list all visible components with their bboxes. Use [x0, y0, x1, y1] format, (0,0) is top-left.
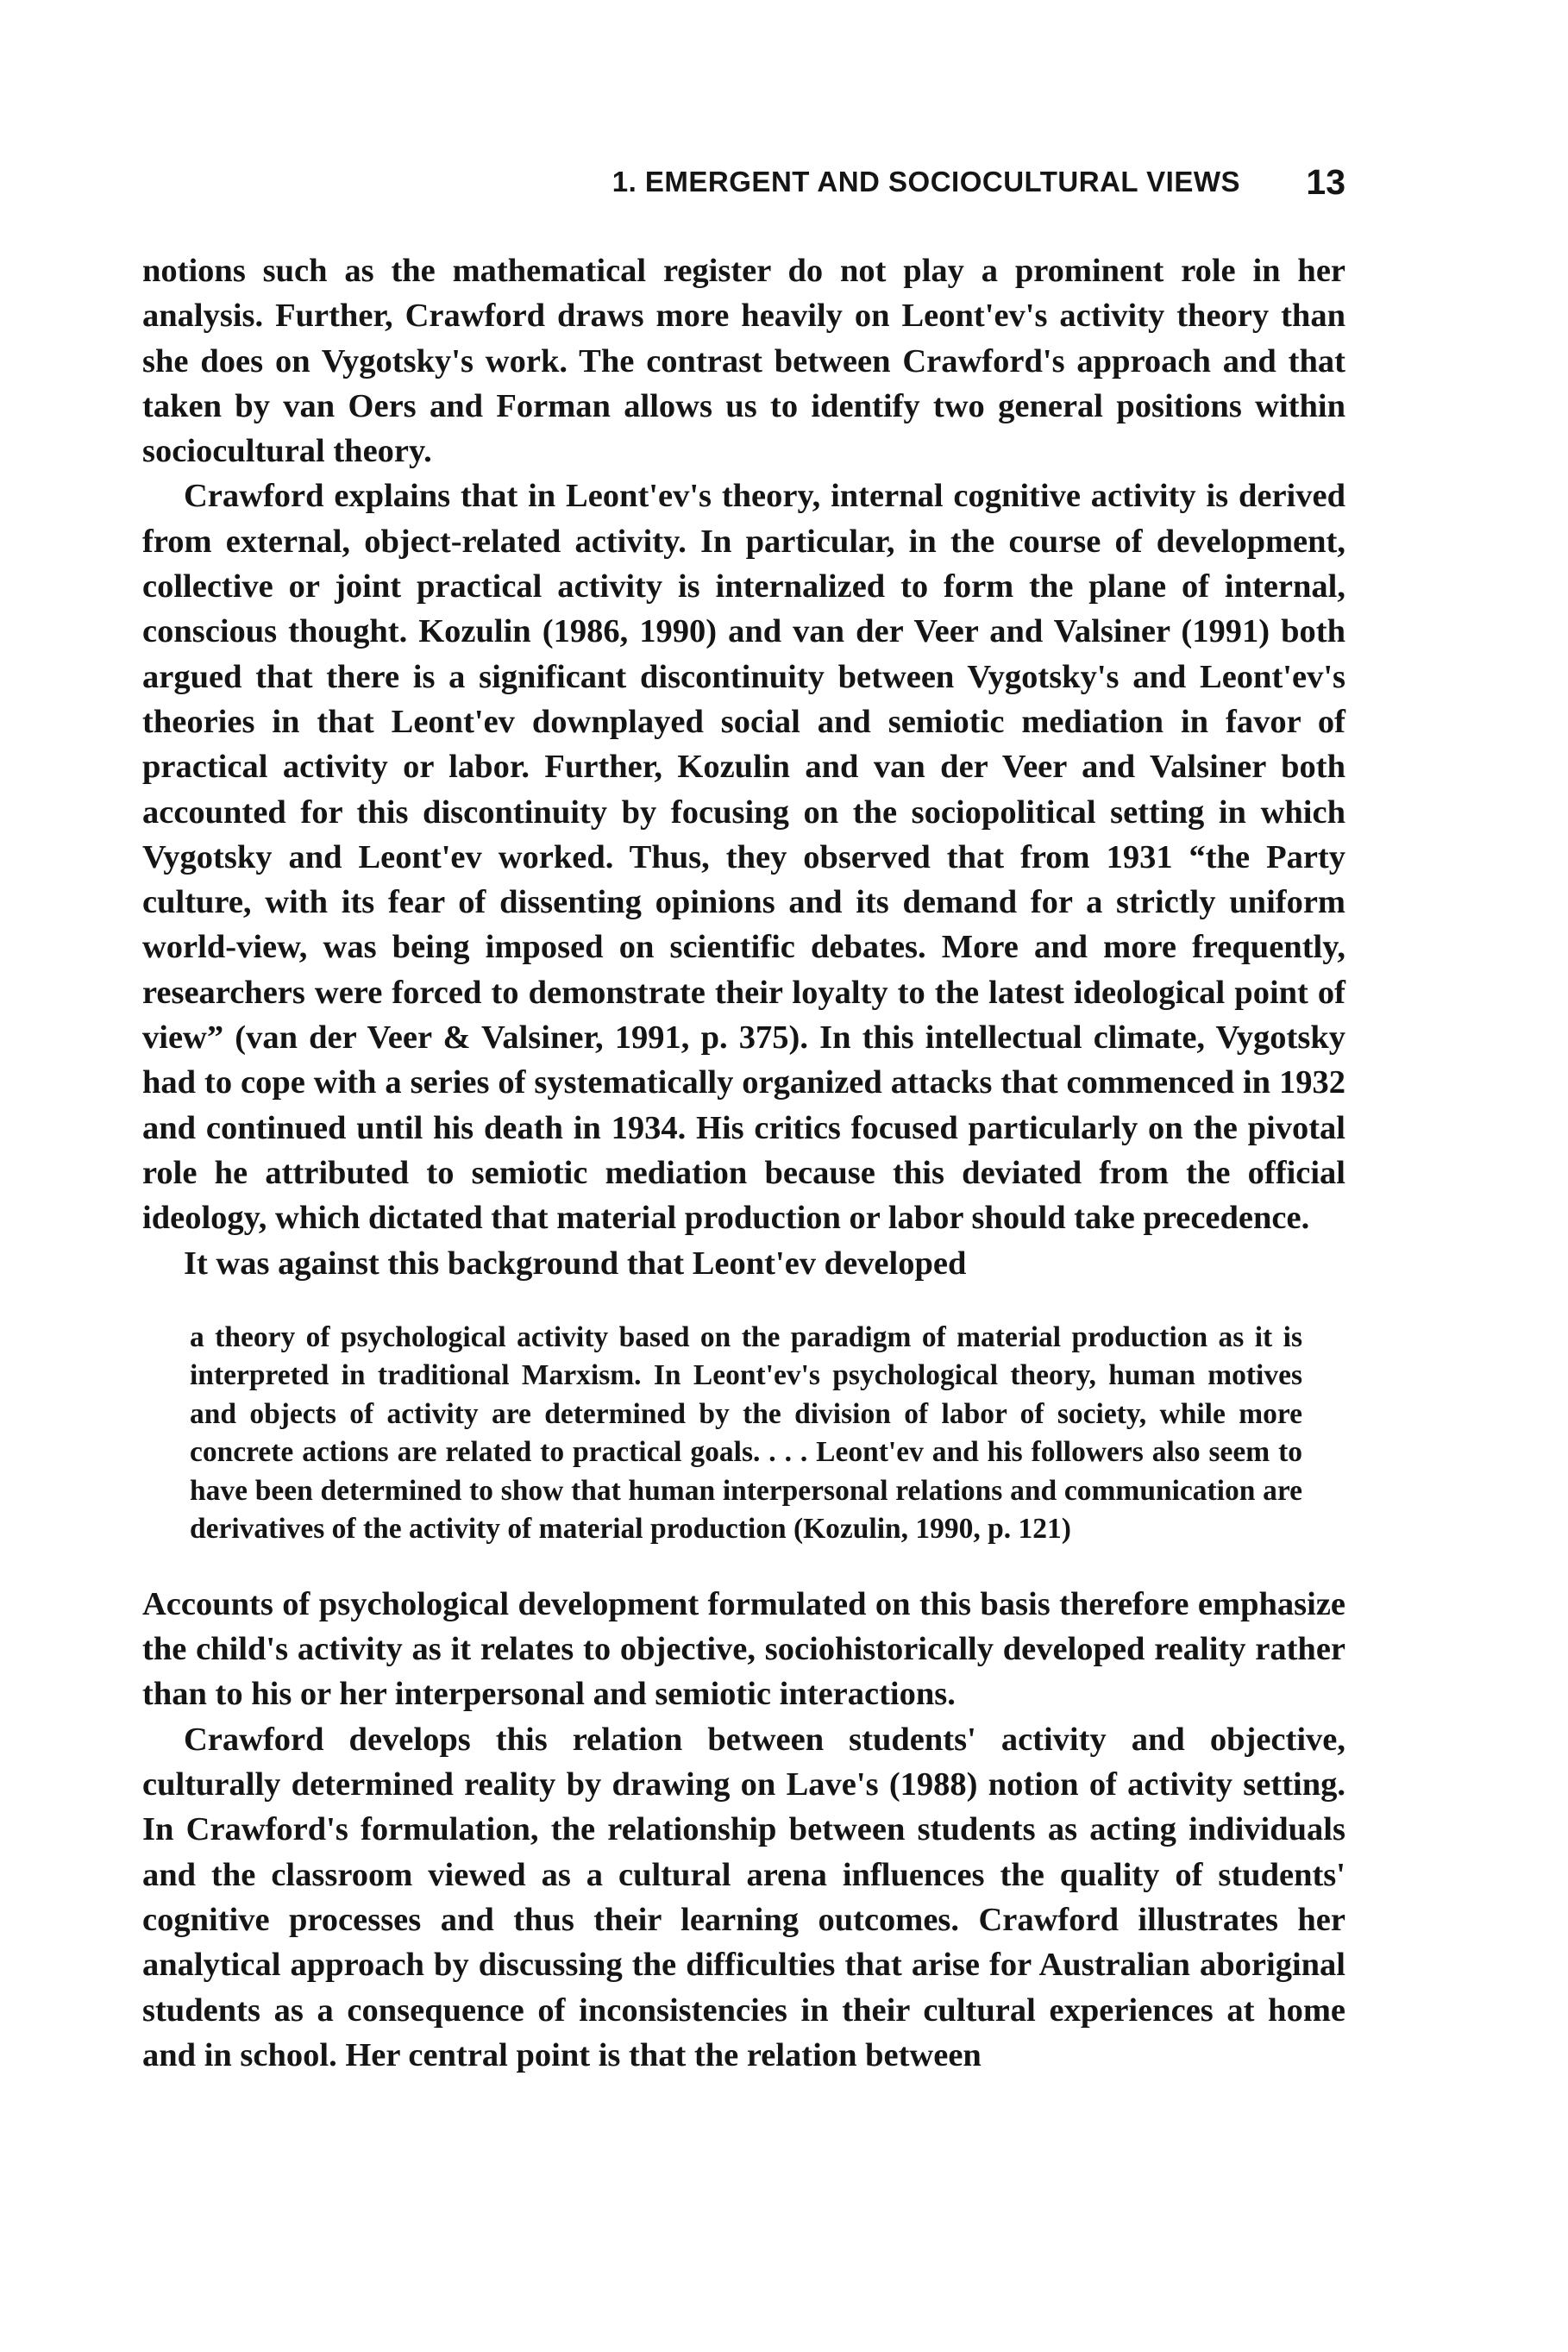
block-quote	[190, 1319, 1302, 1549]
chapter-title: 1. EMERGENT AND SOCIOCULTURAL VIEWS	[612, 166, 1240, 198]
running-head	[147, 162, 1345, 205]
paragraph-continued: notions such as the mathematical register do not play a prominent role in her analysis. Further, Crawford draws more heavily on Leont'ev's activity theory than she does on Vygotsky's work. The contrast between Crawford's approach and that taken by van Oers and Forman allows us to identify two general positions within sociocultural theory.	[142, 253, 1345, 470]
paragraph-crawford-activity-setting: Crawford develops this relation between students' activity and objective, culturally determined reality by drawing on Lave's (1988) notion of activity setting. In Crawford's formulation, the relationship between students as acting individuals and the classroom viewed as a cultural arena influences the quality of students' cognitive processes and thus their learning outcomes. Crawford illustrates her analytical approach by discussing the difficulties that arise for Australian aboriginal students as a consequence of inconsistencies in their cultural experiences at home and in school. Her central point is that the relation between	[142, 1721, 1345, 2073]
page-number: 13	[1306, 162, 1345, 202]
paragraph-after-quote: Accounts of psychological development formulated on this basis therefore emphasize the child's activity as it relates to objective, sociohistorically developed reality rather than to his or her interpersonal and semiotic interactions.	[142, 1585, 1345, 1713]
paragraph-leontev-theory: Crawford explains that in Leont'ev's theory, internal cognitive activity is derived from external, object-related activity. In particular, in the course of development, collective or joint practical activity is internalized to form the plane of internal, conscious thought. Kozulin (1986, 1990) and van der Veer and Valsiner (1991) both argued that there is a significant discontinuity between Vygotsky's and Leont'ev's theories in that Leont'ev downplayed social and semiotic mediation in favor of practical activity or labor. Further, Kozulin and van der Veer and Valsiner both accounted for this discontinuity by focusing on the sociopolitical setting in which Vygotsky and Leont'ev worked. Thus, they observed that from 1931 “the Party culture, with its fear of dissenting opinions and its demand for a strictly uniform world-view, was being imposed on scientific debates. More and more frequently, researchers were forced to demonstrate their loyalty to the latest ideological point of view” (van der Veer & Valsiner, 1991, p. 375). In this intellectual climate, Vygotsky had to cope with a series of systematically organized attacks that commenced in 1932 and continued until his death in 1934. His critics focused particularly on the pivotal role he attributed to semiotic mediation because this deviated from the official ideology, which dictated that material production or labor should take precedence.	[142, 478, 1345, 1237]
main-text	[142, 248, 1345, 2078]
block-quote-text: a theory of psychological activity based on the paradigm of material production as it is interpreted in traditional Marxism. In Leont'ev's psychological theory, human motives and objects of activity are determined by the division of labor of society, while more concrete actions are related to practical goals. . . . Leont'ev and his followers also seem to have been determined to show that human interpersonal relations and communication are derivatives of the activity of material production (Kozulin, 1990, p. 121)	[190, 1320, 1302, 1546]
paragraph-quote-intro: It was against this background that Leont'ev developed	[184, 1245, 967, 1282]
